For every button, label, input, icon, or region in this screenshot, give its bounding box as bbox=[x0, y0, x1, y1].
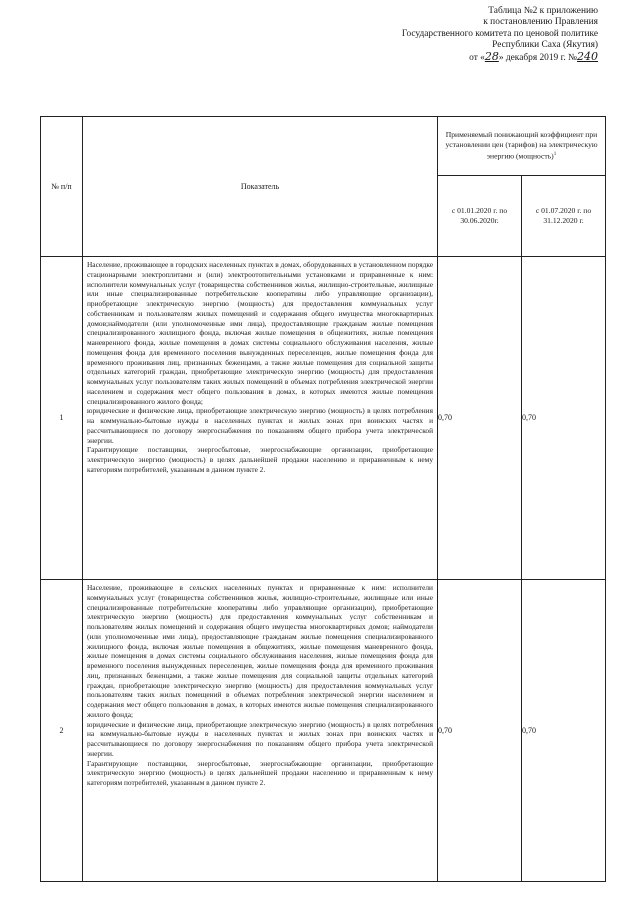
footnote-marker: 1 bbox=[553, 152, 557, 158]
header-line-republic: Республики Саха (Якутия) bbox=[492, 39, 598, 50]
indicator-paragraph: юридические и физические лица, приобретающие электрическую энергию (мощность) в целях потребления на коммунально-бытовые нужды в населенных пунктах и жилых зонах при воинских частях и рассчитывающиеся по договору энергоснабжения по показаниям общего прибора учета электрической энергии. bbox=[87, 719, 433, 758]
coefficient-value-period-1: 0,70 bbox=[438, 257, 522, 580]
document-number-handwritten: 240 bbox=[577, 50, 598, 64]
header-date-line bbox=[320, 51, 598, 64]
table-header-row bbox=[41, 117, 606, 176]
coefficient-value-period-1: 0,70 bbox=[438, 580, 522, 882]
coefficient-value-period-2: 0,70 bbox=[522, 257, 606, 580]
column-header-number: № п/п bbox=[41, 117, 83, 257]
indicator-paragraph: Гарантирующие поставщики, энергосбытовые, энергоснабжающие организации, приобретающие электрическую энергию (мощность) в целях дальнейшей продажи населению и приравненным к нему категориям потребителей, указанным в данном пункте 2. bbox=[87, 758, 433, 787]
column-header-coefficient: Применяемый понижающий коэффициент при установлении цен (тарифов) на электрическую энергию (мощность)$^1$ bbox=[438, 117, 606, 176]
date-middle: » декабря 2019 г. № bbox=[498, 53, 577, 64]
date-prefix: от « bbox=[469, 53, 485, 64]
table-row bbox=[41, 257, 606, 580]
coefficients-table bbox=[40, 116, 606, 882]
indicator-paragraph: Население, проживающее в городских населенных пунктах в домах, оборудованных в установленном порядке стационарными электроплитами и (или) электроотопительными установками и приравненные к ним: исполнители коммунальных услуг (товарищества собственников жилья, жилищно-строительные, жилищные или иные специализированные потребительские кооперативы либо управляющие организации), приобретающие электрическую энергию (мощность) для предоставления коммунальных услуг собственникам и пользователям жилых помещений и содержания общего имущества многоквартирных домов;наймодатели (или уполномоченные ими лица), предоставляющие гражданам жилые помещения специализированного жилищного фонда, включая жилые помещения в общежитиях, жилые помещения маневренного фонда, жилые помещения в домах системы социального обслуживания населения, жилые помещения фонда для временного поселения вынужденных переселенцев, жилые помещения фонда для временного проживания лиц, признанных беженцами, а также жилые помещения для социальной защиты отдельных категорий граждан, приобретающие электрическую энергию (мощность) для предоставления коммунальных услуг пользователям таких жилых помещений в объемах потребления электрической энергии населением и содержания мест общего пользования в домах, в которых имеются жилые помещения специализированного жилого фонда; bbox=[87, 260, 433, 406]
coefficient-value-period-2: 0,70 bbox=[522, 580, 606, 882]
indicator-paragraph: юридические и физические лица, приобретающие электрическую энергию (мощность) в целях потребления на коммунально-бытовые нужды в населенных пунктах и жилых зонах при воинских частях и рассчитывающиеся по договору энергоснабжения по показаниям общего прибора учета электрической энергии. bbox=[87, 406, 433, 445]
header-line-appendix: Таблица №2 к приложению bbox=[488, 6, 598, 16]
row-indicator-text bbox=[83, 257, 438, 580]
column-header-period-2: с 01.07.2020 г. по 31.12.2020 г. bbox=[522, 176, 606, 257]
indicator-paragraph: Гарантирующие поставщики, энергосбытовые, энергоснабжающие организации, приобретающие электрическую энергию (мощность) в целях дальнейшей продажи населению и приравненным к нему категориям потребителей, указанным в данном пункте 2. bbox=[87, 445, 433, 474]
column-header-indicator: Показатель bbox=[83, 117, 438, 257]
document-header bbox=[320, 6, 598, 64]
row-number: 1 bbox=[41, 257, 83, 580]
row-number: 2 bbox=[41, 580, 83, 882]
header-line-committee: Государственного комитета по ценовой политике bbox=[401, 28, 598, 39]
table-row bbox=[41, 580, 606, 882]
date-day-handwritten: 28 bbox=[484, 50, 499, 64]
header-line-resolution: к постановлению Правления bbox=[483, 17, 598, 28]
indicator-paragraph: Население, проживающее в сельских населенных пунктах и приравненные к ним: исполнители коммунальных услуг (товарищества собственников жилья, жилищно-строительные, жилищные или иные специализированные потребительские кооперативы либо управляющие организации), приобретающие электрическую энергию (мощность) для предоставления коммунальных услуг собственникам и пользователям жилых помещений и содержания общего имущества многоквартирных домов; наймодатели (или уполномоченные ими лица), предоставляющие гражданам жилые помещения специализированного жилищного фонда, включая жилые помещения в общежитиях, жилые помещения маневренного фонда, жилые помещения в домах системы социального обслуживания населения, жилые помещения фонда для временного поселения вынужденных переселенцев, жилые помещения фонда для временного проживания лиц, признанных беженцами, а также жилые помещения для социальной защиты отдельных категорий граждан, приобретающие электрическую энергию (мощность) для предоставления коммунальных услуг пользователям таких жилых помещений в объемах потребления электрической энергии населением и содержания мест общего пользования в домах, в которых имеются жилые помещения специализированного жилого фонда; bbox=[87, 583, 433, 719]
column-header-period-1: с 01.01.2020 г. по 30.06.2020г. bbox=[438, 176, 522, 257]
row-indicator-text bbox=[83, 580, 438, 882]
